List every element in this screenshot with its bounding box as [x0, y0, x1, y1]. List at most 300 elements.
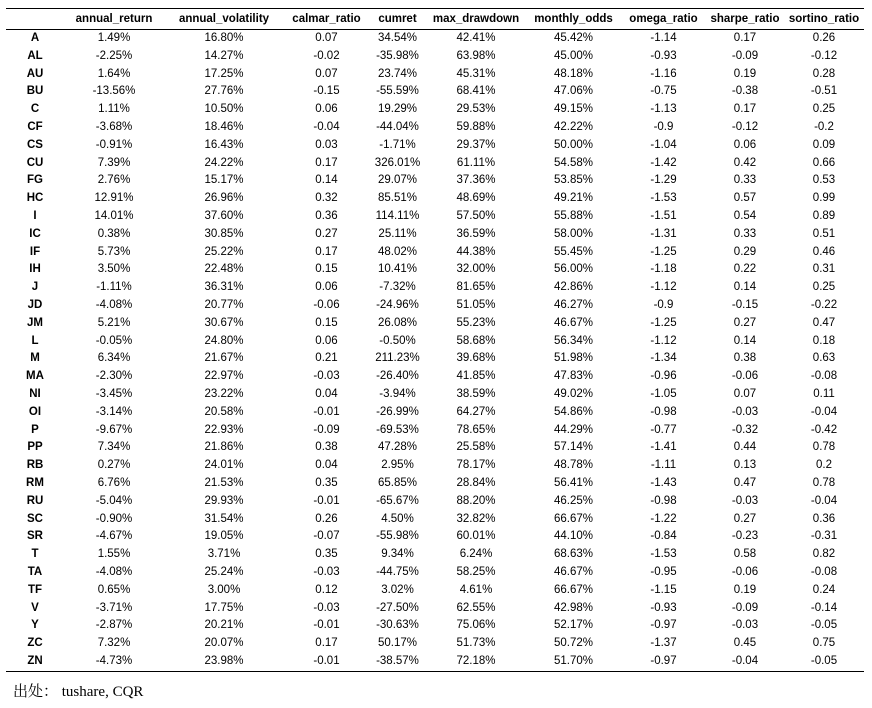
cell-sortino-ratio: 0.31	[812, 263, 836, 276]
cell-sortino-ratio: -0.31	[810, 530, 838, 543]
cell-annual-volatility: 21.53%	[204, 476, 244, 489]
cell-annual-return: -3.71%	[95, 601, 133, 614]
table-row	[6, 48, 864, 66]
cell-omega-ratio: -1.43	[650, 476, 677, 489]
table-row	[6, 30, 864, 48]
table-row	[6, 617, 864, 635]
header-cell-annual-volatility: annual_volatility	[164, 9, 284, 30]
header-cell-sortino-ratio: sortino_ratio	[784, 9, 864, 30]
cell-omega-ratio: -1.16	[650, 67, 677, 80]
row-symbol: A	[30, 32, 40, 44]
cell-annual-volatility: 23.98%	[164, 653, 284, 671]
cell-omega-ratio: -0.9	[653, 120, 674, 133]
row-symbol: CF	[27, 120, 43, 133]
table-row	[6, 119, 864, 137]
cell-monthly-odds: 58.00%	[553, 227, 593, 240]
cell-omega-ratio: -1.22	[650, 512, 677, 525]
cell-sharpe-ratio: 0.58	[733, 548, 757, 561]
cell-omega-ratio: -0.9	[653, 298, 674, 311]
cell-monthly-odds: 66.67%	[553, 512, 593, 525]
cell-monthly-odds: 46.25%	[553, 494, 593, 507]
cell-annual-volatility: 27.76%	[204, 85, 244, 98]
cell-annual-volatility: 14.27%	[204, 49, 244, 62]
cell-sharpe-ratio: -0.15	[731, 298, 759, 311]
cell-annual-return: -9.67%	[95, 423, 133, 436]
cell-annual-return: -3.68%	[95, 120, 133, 133]
cell-cumret: 29.07%	[377, 174, 417, 187]
cell-annual-volatility: 16.80%	[204, 32, 244, 44]
cell-max-drawdown: 81.65%	[456, 281, 496, 294]
cell-omega-ratio: -0.97	[621, 653, 706, 671]
cell-annual-volatility: 20.07%	[204, 637, 244, 650]
cell-sharpe-ratio: -0.09	[731, 49, 759, 62]
cell-sharpe-ratio: 0.14	[733, 281, 757, 294]
cell-annual-return: -5.04%	[95, 494, 133, 507]
cell-annual-return: -2.25%	[95, 49, 133, 62]
cell-sharpe-ratio: 0.45	[733, 637, 757, 650]
cell-max-drawdown: 42.41%	[456, 32, 496, 44]
cell-calmar-ratio: -0.02	[313, 49, 340, 62]
cell-max-drawdown: 88.20%	[456, 494, 496, 507]
table-row	[6, 511, 864, 529]
row-symbol: TA	[27, 565, 43, 578]
cell-omega-ratio: -1.25	[650, 245, 677, 258]
cell-max-drawdown: 63.98%	[456, 49, 496, 62]
cell-monthly-odds: 54.58%	[553, 156, 593, 169]
row-symbol: RB	[26, 459, 44, 472]
cell-max-drawdown: 37.36%	[456, 174, 496, 187]
cell-max-drawdown: 36.59%	[456, 227, 496, 240]
cell-annual-return: 5.21%	[97, 316, 131, 329]
cell-sharpe-ratio: -0.09	[731, 601, 759, 614]
cell-monthly-odds: 51.98%	[553, 352, 593, 365]
cell-sortino-ratio: 0.66	[812, 156, 836, 169]
cell-sharpe-ratio: 0.17	[733, 32, 757, 44]
table-row	[6, 386, 864, 404]
cell-omega-ratio: -1.11	[650, 459, 677, 472]
cell-annual-volatility: 10.50%	[204, 103, 244, 116]
table-row	[6, 297, 864, 315]
cell-calmar-ratio: 0.36	[315, 209, 338, 222]
cell-sortino-ratio: 0.75	[812, 637, 836, 650]
cell-sharpe-ratio: -0.03	[731, 494, 759, 507]
cell-omega-ratio: -1.12	[650, 334, 677, 347]
metrics-table	[6, 8, 864, 672]
header-cell-symbol	[6, 9, 64, 30]
cell-monthly-odds: 68.63%	[553, 548, 593, 561]
table-row	[6, 261, 864, 279]
cell-annual-volatility: 22.93%	[204, 423, 244, 436]
cell-calmar-ratio: 0.26	[315, 512, 338, 525]
row-symbol: JM	[27, 316, 43, 329]
header-cell-calmar-ratio: calmar_ratio	[284, 9, 369, 30]
table-row	[6, 208, 864, 226]
cell-calmar-ratio: 0.27	[315, 227, 338, 240]
cell-monthly-odds: 45.42%	[553, 32, 593, 44]
cell-omega-ratio: -1.53	[650, 192, 677, 205]
cell-sortino-ratio: -0.08	[810, 370, 838, 383]
cell-sharpe-ratio: 0.57	[733, 192, 757, 205]
cell-max-drawdown: 45.31%	[456, 67, 496, 80]
table-row	[6, 172, 864, 190]
cell-annual-return: -3.14%	[95, 405, 133, 418]
table-row	[6, 350, 864, 368]
cell-sortino-ratio: -0.04	[810, 494, 838, 507]
row-symbol: L	[31, 334, 39, 347]
cell-sharpe-ratio: -0.06	[731, 370, 759, 383]
cell-sortino-ratio: -0.05	[784, 653, 864, 671]
cell-cumret: 34.54%	[377, 32, 417, 44]
row-symbol: IC	[29, 227, 41, 240]
cell-monthly-odds: 55.45%	[553, 245, 593, 258]
cell-monthly-odds: 47.06%	[553, 85, 593, 98]
cell-annual-volatility: 26.96%	[204, 192, 244, 205]
cell-monthly-odds: 51.70%	[526, 653, 621, 671]
cell-annual-volatility: 3.71%	[207, 548, 241, 561]
cell-calmar-ratio: 0.32	[315, 192, 338, 205]
cell-omega-ratio: -1.15	[650, 583, 677, 596]
cell-max-drawdown: 29.53%	[456, 103, 496, 116]
cell-annual-volatility: 24.22%	[204, 156, 244, 169]
cell-max-drawdown: 39.68%	[456, 352, 496, 365]
cell-calmar-ratio: 0.06	[315, 281, 338, 294]
cell-omega-ratio: -1.25	[650, 316, 677, 329]
cell-monthly-odds: 49.02%	[553, 387, 593, 400]
row-symbol: AL	[27, 49, 43, 62]
table-row	[6, 368, 864, 386]
cell-annual-return: -4.08%	[95, 298, 133, 311]
cell-annual-return: -0.91%	[95, 138, 133, 151]
cell-annual-return: 1.11%	[98, 103, 130, 116]
cell-annual-return: 2.76%	[97, 174, 131, 187]
cell-annual-return: 6.76%	[97, 476, 131, 489]
cell-sharpe-ratio: 0.27	[733, 316, 757, 329]
cell-cumret: -7.32%	[379, 281, 416, 294]
cell-monthly-odds: 47.83%	[553, 370, 593, 383]
row-symbol: BU	[26, 85, 44, 98]
cell-monthly-odds: 56.34%	[553, 334, 593, 347]
cell-sharpe-ratio: 0.29	[733, 245, 757, 258]
cell-sortino-ratio: -0.51	[810, 85, 838, 98]
cell-cumret: 10.41%	[377, 263, 417, 276]
cell-annual-return: -4.67%	[95, 530, 133, 543]
row-symbol: HC	[26, 192, 44, 205]
cell-annual-return: 7.39%	[97, 156, 131, 169]
cell-cumret: 65.85%	[377, 476, 417, 489]
table-row	[6, 493, 864, 511]
cell-cumret: 48.02%	[377, 245, 417, 258]
table-row	[6, 528, 864, 546]
cell-sharpe-ratio: -0.03	[731, 405, 759, 418]
cell-calmar-ratio: 0.17	[315, 156, 338, 169]
table-row	[6, 439, 864, 457]
cell-cumret: 326.01%	[374, 156, 421, 169]
cell-sharpe-ratio: 0.44	[733, 441, 757, 454]
cell-max-drawdown: 44.38%	[456, 245, 496, 258]
cell-sortino-ratio: -0.22	[810, 298, 838, 311]
cell-sharpe-ratio: 0.22	[733, 263, 757, 276]
table-row	[6, 333, 864, 351]
cell-calmar-ratio: 0.15	[315, 263, 338, 276]
cell-annual-volatility: 37.60%	[204, 209, 244, 222]
cell-sortino-ratio: 0.24	[812, 583, 836, 596]
cell-max-drawdown: 41.85%	[456, 370, 496, 383]
cell-monthly-odds: 42.98%	[553, 601, 593, 614]
row-symbol: TF	[27, 583, 43, 596]
row-symbol: ZC	[27, 637, 43, 650]
table-row	[6, 635, 864, 653]
cell-annual-volatility: 19.05%	[204, 530, 244, 543]
cell-sharpe-ratio: -0.23	[731, 530, 759, 543]
cell-calmar-ratio: 0.12	[315, 583, 338, 596]
table-row	[6, 457, 864, 475]
cell-omega-ratio: -0.84	[650, 530, 677, 543]
cell-monthly-odds: 49.15%	[553, 103, 593, 116]
cell-calmar-ratio: 0.03	[315, 138, 338, 151]
cell-annual-return: 0.38%	[97, 227, 131, 240]
cell-annual-return: 1.55%	[97, 548, 131, 561]
cell-monthly-odds: 54.86%	[553, 405, 593, 418]
cell-sharpe-ratio: -0.03	[731, 619, 759, 632]
cell-calmar-ratio: 0.17	[315, 245, 338, 258]
cell-calmar-ratio: 0.06	[315, 334, 338, 347]
cell-annual-return: 5.73%	[97, 245, 131, 258]
cell-cumret: -35.98%	[376, 49, 419, 62]
cell-sortino-ratio: -0.04	[810, 405, 838, 418]
table-row	[6, 546, 864, 564]
cell-annual-volatility: 30.67%	[204, 316, 244, 329]
cell-sharpe-ratio: 0.19	[733, 583, 757, 596]
cell-cumret: -44.75%	[376, 565, 419, 578]
cell-calmar-ratio: -0.06	[313, 298, 340, 311]
cell-calmar-ratio: 0.04	[315, 459, 338, 472]
cell-calmar-ratio: -0.01	[313, 619, 340, 632]
cell-omega-ratio: -1.31	[650, 227, 677, 240]
cell-monthly-odds: 42.86%	[553, 281, 593, 294]
cell-omega-ratio: -0.93	[650, 49, 677, 62]
cell-cumret: -26.99%	[376, 405, 419, 418]
cell-max-drawdown: 48.69%	[456, 192, 496, 205]
cell-sharpe-ratio: 0.06	[733, 138, 757, 151]
cell-omega-ratio: -0.77	[650, 423, 677, 436]
cell-max-drawdown: 57.50%	[456, 209, 496, 222]
cell-max-drawdown: 4.61%	[459, 583, 493, 596]
cell-sharpe-ratio: -0.12	[731, 120, 759, 133]
table-row	[6, 475, 864, 493]
cell-annual-return: -2.30%	[95, 370, 133, 383]
cell-annual-return: -4.73%	[64, 653, 164, 671]
cell-monthly-odds: 44.10%	[553, 530, 593, 543]
cell-max-drawdown: 55.23%	[456, 316, 496, 329]
cell-monthly-odds: 66.67%	[553, 583, 593, 596]
cell-monthly-odds: 44.29%	[553, 423, 593, 436]
cell-calmar-ratio: -0.04	[313, 120, 340, 133]
cell-calmar-ratio: 0.38	[315, 441, 338, 454]
cell-sortino-ratio: 0.36	[812, 512, 836, 525]
metrics-table-container	[6, 8, 864, 672]
row-symbol: SC	[27, 512, 43, 525]
cell-calmar-ratio: 0.17	[315, 637, 338, 650]
cell-cumret: 26.08%	[377, 316, 417, 329]
cell-sortino-ratio: -0.08	[810, 565, 838, 578]
cell-monthly-odds: 56.00%	[553, 263, 593, 276]
cell-calmar-ratio: -0.01	[284, 653, 369, 671]
cell-annual-return: -3.45%	[95, 387, 133, 400]
table-row	[6, 190, 864, 208]
cell-cumret: 9.34%	[381, 548, 414, 561]
cell-sortino-ratio: 0.82	[812, 548, 836, 561]
cell-sortino-ratio: 0.46	[812, 245, 836, 258]
cell-omega-ratio: -1.14	[650, 32, 677, 44]
table-row	[6, 226, 864, 244]
cell-omega-ratio: -1.34	[650, 352, 677, 365]
cell-cumret: -26.40%	[376, 370, 419, 383]
table-row	[6, 404, 864, 422]
cell-cumret: -65.67%	[376, 494, 419, 507]
cell-annual-volatility: 24.80%	[204, 334, 244, 347]
cell-calmar-ratio: 0.04	[315, 387, 338, 400]
cell-max-drawdown: 59.88%	[456, 120, 496, 133]
table-row	[6, 66, 864, 84]
cell-annual-return: -4.08%	[95, 565, 133, 578]
cell-omega-ratio: -1.41	[650, 441, 677, 454]
row-symbol: J	[31, 281, 39, 294]
cell-annual-volatility: 23.22%	[204, 387, 244, 400]
cell-omega-ratio: -0.97	[650, 619, 677, 632]
cell-calmar-ratio: -0.07	[313, 530, 340, 543]
cell-calmar-ratio: 0.07	[315, 67, 338, 80]
cell-monthly-odds: 57.14%	[553, 441, 593, 454]
cell-sharpe-ratio: -0.06	[731, 565, 759, 578]
cell-annual-return: 14.01%	[94, 209, 134, 222]
cell-annual-volatility: 31.54%	[204, 512, 244, 525]
row-symbol: P	[31, 423, 39, 436]
cell-omega-ratio: -1.04	[650, 138, 677, 151]
cell-annual-return: 0.65%	[97, 583, 131, 596]
cell-monthly-odds: 46.27%	[553, 298, 593, 311]
cell-monthly-odds: 52.17%	[553, 619, 593, 632]
cell-cumret: 19.29%	[377, 103, 417, 116]
cell-monthly-odds: 56.41%	[553, 476, 593, 489]
cell-sharpe-ratio: 0.33	[733, 174, 757, 187]
table-row	[6, 315, 864, 333]
cell-sharpe-ratio: 0.19	[733, 67, 757, 80]
table-row	[6, 422, 864, 440]
cell-cumret: 4.50%	[381, 512, 414, 525]
cell-sharpe-ratio: 0.42	[733, 156, 757, 169]
table-row	[6, 244, 864, 262]
cell-annual-return: 12.91%	[94, 192, 134, 205]
header-cell-monthly-odds: monthly_odds	[526, 9, 621, 30]
row-symbol: ZN	[6, 653, 64, 671]
cell-sortino-ratio: 0.09	[812, 138, 836, 151]
cell-max-drawdown: 29.37%	[456, 138, 496, 151]
table-row	[6, 582, 864, 600]
cell-sharpe-ratio: 0.07	[733, 387, 757, 400]
cell-sortino-ratio: 0.2	[816, 459, 832, 472]
cell-sortino-ratio: 0.18	[812, 334, 836, 347]
cell-annual-return: 0.27%	[97, 459, 131, 472]
cell-sharpe-ratio: 0.13	[733, 459, 757, 472]
cell-annual-volatility: 20.77%	[204, 298, 244, 311]
cell-cumret: 114.11%	[375, 209, 420, 222]
cell-monthly-odds: 50.72%	[553, 637, 593, 650]
cell-omega-ratio: -1.53	[650, 548, 677, 561]
cell-sortino-ratio: -0.14	[810, 601, 838, 614]
cell-omega-ratio: -0.93	[650, 601, 677, 614]
cell-cumret: 3.02%	[381, 583, 414, 596]
cell-max-drawdown: 28.84%	[456, 476, 496, 489]
row-symbol: FG	[27, 174, 43, 187]
row-symbol: AU	[26, 67, 44, 80]
cell-max-drawdown: 25.58%	[456, 441, 496, 454]
cell-annual-volatility: 24.01%	[204, 459, 244, 472]
header-cell-max-drawdown: max_drawdown	[426, 9, 526, 30]
cell-annual-volatility: 20.58%	[204, 405, 244, 418]
cell-annual-volatility: 15.17%	[204, 174, 244, 187]
cell-annual-return: 1.64%	[97, 67, 131, 80]
cell-sortino-ratio: 0.78	[812, 441, 836, 454]
cell-max-drawdown: 60.01%	[456, 530, 496, 543]
header-cell-annual-return: annual_return	[64, 9, 164, 30]
cell-calmar-ratio: 0.07	[315, 32, 338, 44]
table-header	[6, 9, 864, 30]
cell-sharpe-ratio: 0.38	[733, 352, 757, 365]
cell-max-drawdown: 62.55%	[456, 601, 496, 614]
header-cell-cumret: cumret	[369, 9, 426, 30]
cell-monthly-odds: 46.67%	[553, 565, 593, 578]
cell-monthly-odds: 48.78%	[553, 459, 593, 472]
cell-max-drawdown: 78.65%	[456, 423, 496, 436]
cell-omega-ratio: -1.29	[650, 174, 677, 187]
cell-annual-volatility: 17.75%	[204, 601, 244, 614]
cell-calmar-ratio: -0.03	[313, 565, 340, 578]
table-row	[6, 653, 864, 671]
cell-sortino-ratio: 0.53	[812, 174, 836, 187]
cell-omega-ratio: -1.51	[650, 209, 677, 222]
cell-cumret: -24.96%	[376, 298, 419, 311]
row-symbol: MA	[26, 370, 44, 383]
row-symbol: V	[31, 601, 39, 614]
cell-max-drawdown: 78.17%	[456, 459, 496, 472]
cell-max-drawdown: 58.25%	[456, 565, 496, 578]
cell-cumret: 211.23%	[375, 352, 420, 365]
cell-omega-ratio: -1.18	[650, 263, 677, 276]
cell-sharpe-ratio: 0.54	[733, 209, 757, 222]
cell-cumret: -55.98%	[376, 530, 419, 543]
cell-omega-ratio: -1.42	[650, 156, 677, 169]
row-symbol: I	[33, 209, 37, 222]
cell-calmar-ratio: -0.01	[313, 494, 340, 507]
cell-sortino-ratio: 0.63	[812, 352, 836, 365]
cell-annual-volatility: 20.21%	[204, 619, 244, 632]
cell-sortino-ratio: 0.28	[812, 67, 836, 80]
cell-calmar-ratio: 0.14	[315, 174, 338, 187]
cell-sortino-ratio: -0.42	[810, 423, 838, 436]
cell-monthly-odds: 46.67%	[553, 316, 593, 329]
cell-max-drawdown: 64.27%	[456, 405, 496, 418]
cell-sortino-ratio: 0.47	[812, 316, 836, 329]
cell-annual-volatility: 16.43%	[204, 138, 244, 151]
cell-calmar-ratio: -0.03	[313, 601, 340, 614]
cell-monthly-odds: 42.22%	[553, 120, 593, 133]
cell-max-drawdown: 6.24%	[459, 548, 493, 561]
row-symbol: C	[30, 103, 40, 116]
cell-sortino-ratio: 0.25	[812, 103, 836, 116]
header-cell-sharpe-ratio: sharpe_ratio	[706, 9, 784, 30]
cell-monthly-odds: 48.18%	[553, 67, 593, 80]
cell-sortino-ratio: 0.26	[812, 32, 836, 44]
